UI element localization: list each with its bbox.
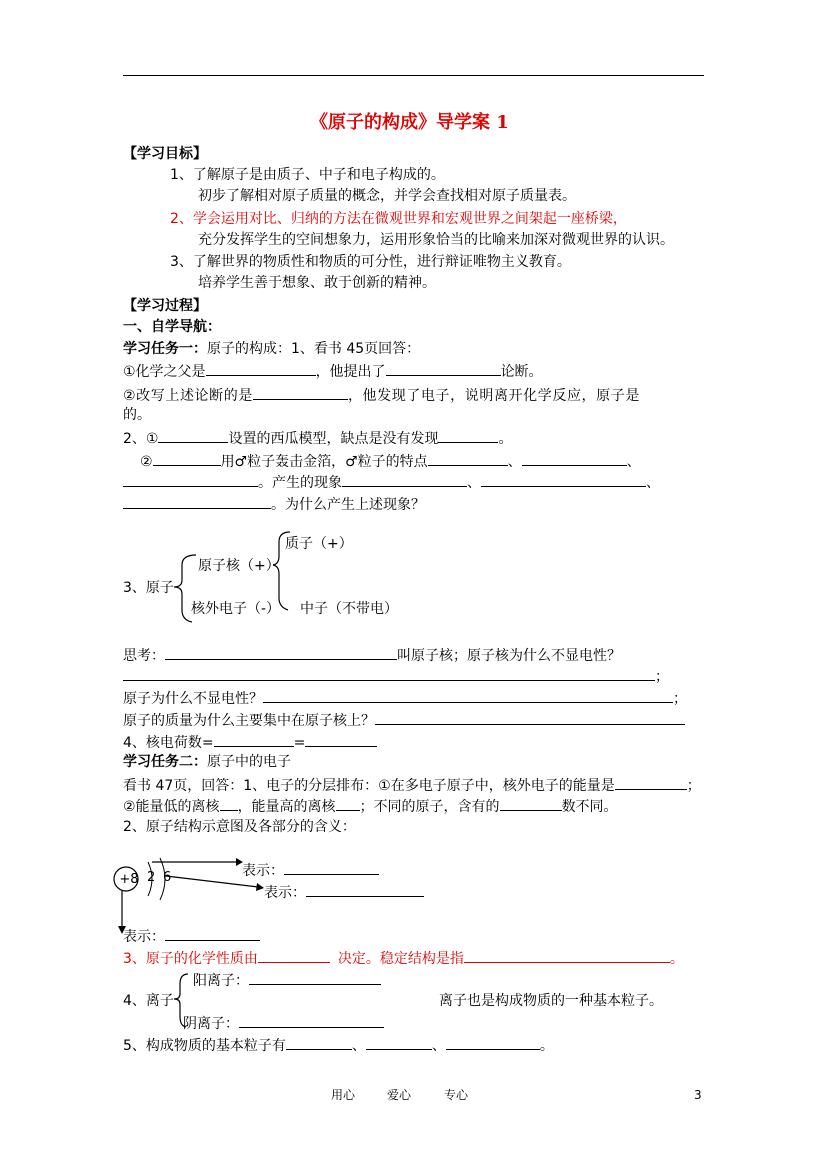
shell-arc-1 bbox=[148, 862, 152, 896]
think-atom-mass: 原子的质量为什么主要集中在原子核上？ bbox=[123, 710, 685, 730]
nucleus-label: 原子核（+） bbox=[198, 558, 280, 574]
objective-3-detail: 培养学生善于想象、敢于创新的精神。 bbox=[198, 275, 436, 291]
footer-word-2: 爱心 bbox=[387, 1088, 412, 1102]
nucleus-brace bbox=[273, 532, 290, 610]
ion-brace bbox=[174, 974, 188, 1027]
think-nucleus-answer: ； bbox=[123, 666, 669, 686]
proton-label: 质子（+） bbox=[285, 536, 353, 552]
page-number: 3 bbox=[694, 1088, 702, 1102]
section-self-study: 一、自学导航： bbox=[123, 319, 221, 335]
atom-brace bbox=[174, 555, 196, 622]
task1-text: 原子的构成：1、看书 45页回答： bbox=[207, 341, 421, 357]
question-gold-foil: ② 用♂粒子轰击金箔，♂粒子的特点 、 、 bbox=[140, 451, 641, 471]
anion-line: 阴离子： bbox=[183, 1013, 384, 1033]
shell-arc-2 bbox=[160, 858, 165, 900]
chemical-property: 3、原子的化学性质由 决定。稳定结构是指 。 bbox=[123, 948, 684, 968]
arrow-electrons bbox=[166, 876, 258, 887]
process-heading: 【学习过程】 bbox=[123, 298, 207, 314]
footer-word-3: 专心 bbox=[444, 1088, 469, 1102]
electron-energy: ②能量低的离核 ，能量高的离核 ；不同的原子，含有的 数不同。 bbox=[123, 796, 618, 816]
task2-label: 学习任务二： bbox=[123, 754, 207, 770]
question-revised-theory: ②改写上述论断的是 ，他发现了电子，说明离开化学反应，原子是 bbox=[123, 385, 640, 405]
question-watermelon-model: 2、① 设置的西瓜模型，缺点是没有发现 。 bbox=[123, 428, 512, 448]
question-father-of-chemistry: ①化学之父是 ，他提出了 论断。 bbox=[123, 361, 543, 381]
objective-3: 3、了解世界的物质性和物质的可分性，进行辩证唯物主义教育。 bbox=[170, 254, 571, 270]
question-why: 。为什么产生上述现象？ bbox=[123, 494, 425, 514]
shell-1-count: 2 bbox=[147, 870, 156, 885]
nuclear-charge: 4、核电荷数= = bbox=[123, 732, 377, 752]
footer-word-1: 用心 bbox=[331, 1088, 356, 1102]
objective-1: 1、了解原子是由质子、中子和电子构成的。 bbox=[170, 167, 445, 183]
meaning-nucleus: 表示： bbox=[123, 926, 260, 946]
question-phenomenon: 。产生的现象 、 、 bbox=[123, 472, 660, 492]
nucleus-charge: +8 bbox=[119, 872, 139, 887]
think-atom-neutral: 原子为什么不显电性？ ； bbox=[123, 688, 687, 708]
electrons-label: 核外电子（-） bbox=[191, 601, 281, 617]
objective-2: 2、学会运用对比、归纳的方法在微观世界和宏观世界之间架起一座桥梁， bbox=[170, 211, 627, 227]
basic-particles: 5、构成物质的基本粒子有 、 、 。 bbox=[123, 1035, 554, 1055]
think-nucleus: 思考： 叫原子核；原子核为什么不显电性？ bbox=[123, 645, 621, 665]
cation-line: 阳离子： bbox=[193, 970, 381, 990]
nucleus-circle bbox=[114, 867, 138, 891]
question-revised-theory-end: 的。 bbox=[123, 407, 151, 423]
shell-2-count: 6 bbox=[163, 870, 172, 885]
task1-label: 学习任务一： bbox=[123, 341, 207, 357]
objective-2-detail: 充分发挥学生的空间想象力，运用形象恰当的比喻来加深对微观世界的认识。 bbox=[198, 232, 674, 248]
atom-label: 3、原子 bbox=[123, 580, 174, 596]
neutron-label: 中子（不带电） bbox=[300, 601, 398, 617]
ion-label: 4、离子 bbox=[123, 993, 174, 1009]
diagram-heading: 2、原子结构示意图及各部分的含义： bbox=[123, 819, 356, 835]
ion-note: 离子也是构成物质的一种基本粒子。 bbox=[439, 993, 663, 1009]
objective-1-detail: 初步了解相对原子质量的概念，并学会查找相对原子质量表。 bbox=[198, 188, 576, 204]
page-title: 《原子的构成》导学案 1 bbox=[310, 112, 509, 133]
task2-text: 原子中的电子 bbox=[207, 754, 291, 770]
meaning-shells: 表示： bbox=[242, 860, 379, 880]
electron-layers: 看书 47页，回答：1、电子的分层排布：①在多电子原子中，核外电子的能量是 ； bbox=[123, 775, 701, 795]
objectives-heading: 【学习目标】 bbox=[123, 146, 207, 162]
meaning-electrons: 表示： bbox=[264, 882, 424, 902]
